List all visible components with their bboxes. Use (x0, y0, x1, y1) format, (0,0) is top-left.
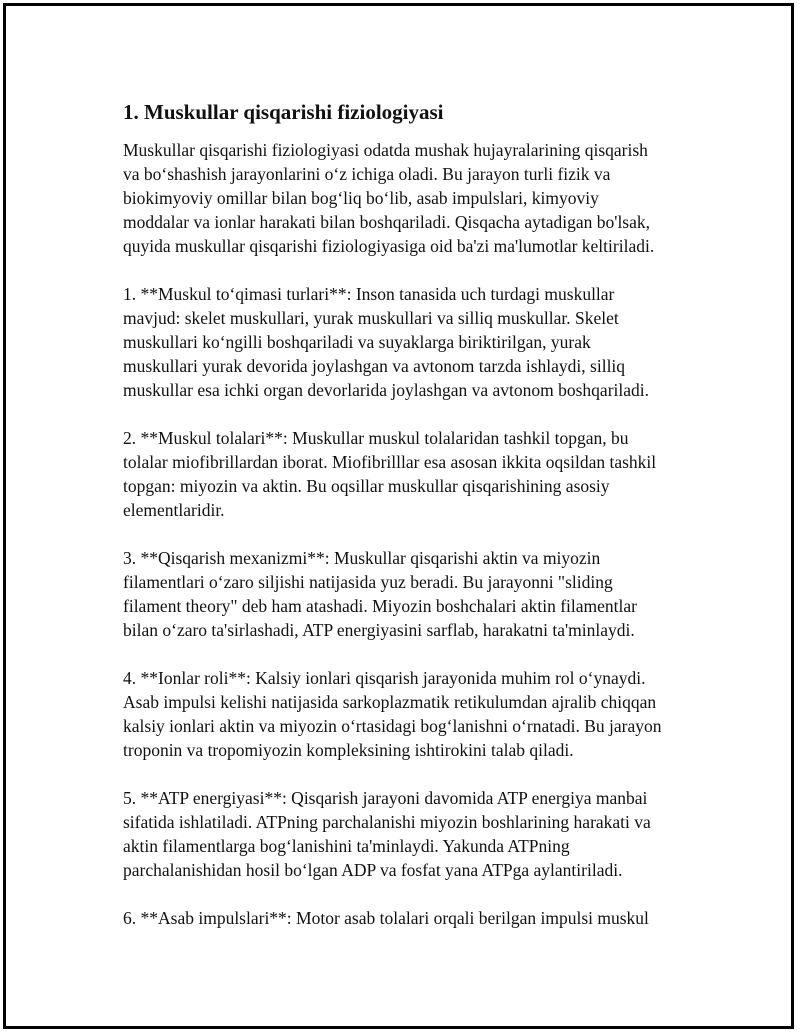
text-line: tolalar miofibrillardan iborat. Miofibrilllar esa asosan ikkita oqsildan tashkil (123, 452, 657, 472)
text-line: Muskullar qisqarishi fiziologiyasi odatda mushak hujayralarining qisqarish (123, 140, 648, 160)
intro-paragraph (123, 138, 703, 258)
text-line: muskullari ko‘ngilli boshqariladi va suyaklarga biriktirilgan, yurak (123, 332, 591, 352)
text-line: bilan o‘zaro ta'sirlashadi, ATP energiyasini sarflab, harakatni ta'minlaydi. (123, 620, 635, 640)
text-line: Asab impulsi kelishi natijasida sarkoplazmatik retikulumdan ajralib chiqqan (123, 692, 657, 712)
text-line: filament theory" deb ham atashadi. Miyozin boshchalari aktin filamentlar (123, 596, 637, 616)
text-line: 3. **Qisqarish mexanizmi**: Muskullar qisqarishi aktin va miyozin (123, 548, 601, 568)
text-line: parchalanishidan hosil bo‘lgan ADP va fosfat yana ATPga aylantiriladi. (123, 860, 623, 880)
text-line: biokimyoviy omillar bilan bog‘liq bo‘lib, asab impulslari, kimyoviy (123, 188, 599, 208)
text-line: quyida muskullar qisqarishi fiziologiyasiga oid ba'zi ma'lumotlar keltiriladi. (123, 236, 655, 256)
text-line: 1. **Muskul to‘qimasi turlari**: Inson tanasida uch turdagi muskullar (123, 284, 615, 304)
section-nerve-impulses (123, 906, 703, 930)
text-line: troponin va tropomiyozin kompleksining ishtirokini talab qiladi. (123, 740, 574, 760)
text-line: 4. **Ionlar roli**: Kalsiy ionlari qisqarish jarayonida muhim rol o‘ynaydi. (123, 668, 646, 688)
text-line: elementlaridir. (123, 500, 225, 520)
text-line: 5. **ATP energiyasi**: Qisqarish jarayoni davomida ATP energiya manbai (123, 788, 648, 808)
section-contraction-mechanism (123, 546, 703, 642)
text-line: topgan: miyozin va aktin. Bu oqsillar muskullar qisqarishining asosiy (123, 476, 610, 496)
text-line: 6. **Asab impulslari**: Motor asab tolalari orqali berilgan impulsi muskul (123, 908, 649, 928)
document-title: 1. Muskullar qisqarishi fiziologiyasi (123, 100, 444, 124)
text-line: moddalar va ionlar harakati bilan boshqariladi. Qisqacha aytadigan bo'lsak, (123, 212, 651, 232)
text-line: filamentlari o‘zaro siljishi natijasida yuz beradi. Bu jarayonni "sliding (123, 572, 613, 592)
text-line: aktin filamentlarga bog‘lanishini ta'minlaydi. Yakunda ATPning (123, 836, 570, 856)
section-muscle-tissue-types (123, 282, 703, 402)
document-body (123, 98, 703, 954)
text-line: sifatida ishlatiladi. ATPning parchalanishi miyozin boshlarining harakati va (123, 812, 651, 832)
text-line: mavjud: skelet muskullari, yurak muskullari va silliq muskullar. Skelet (123, 308, 619, 328)
text-line: 2. **Muskul tolalari**: Muskullar muskul tolalaridan tashkil topgan, bu (123, 428, 629, 448)
text-line: va bo‘shashish jarayonlarini o‘z ichiga oladi. Bu jarayon turli fizik va (123, 164, 611, 184)
section-atp-energy (123, 786, 703, 882)
text-line: kalsiy ionlari aktin va miyozin o‘rtasidagi bog‘lanishni o‘rnatadi. Bu jarayon (123, 716, 662, 736)
text-line: muskullari yurak devorida joylashgan va avtonom tarzda ishlaydi, silliq (123, 356, 626, 376)
text-line: muskullar esa ichki organ devorlarida joylashgan va avtonom boshqariladi. (123, 380, 649, 400)
section-muscle-fibers (123, 426, 703, 522)
page-frame (3, 3, 794, 1029)
section-ions-role (123, 666, 703, 762)
